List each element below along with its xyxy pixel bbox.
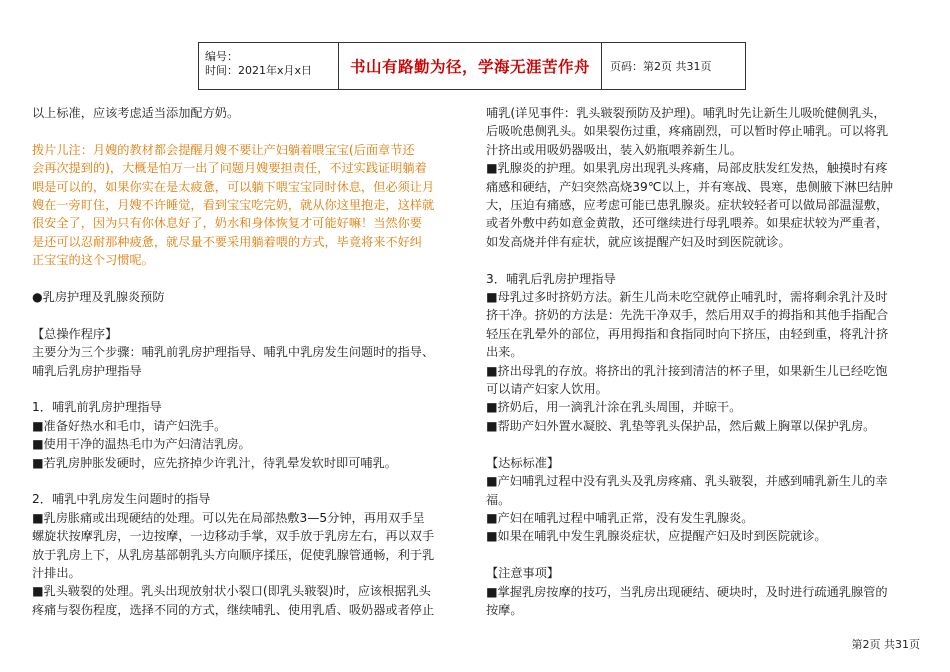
text-line: 汁挤出或用吸奶器吸出，装入奶瓶喂养新生儿。 (486, 142, 742, 157)
note-line: 喂是可以的，如果你实在是太疲惫，可以躺下喂宝宝同时休息，但必须让月 (32, 179, 435, 194)
text-line: 螺旋状按摩乳房，一边按摩，一边移动手掌，双手放于乳房左右，再以双手 (32, 529, 435, 544)
text-line: 疼痛与裂伤程度，选择不同的方式，继续哺乳、使用乳盾、吸奶器或者停止 (32, 602, 435, 617)
text-line: ■产妇哺乳过程中没有乳头及乳房疼痛、乳头皲裂，并感到哺乳新生儿的幸 (486, 474, 888, 489)
text-line: 可以请产妇家人饮用。 (486, 382, 608, 397)
text-line: ■掌握乳房按摩的技巧，当乳房出现硬结、硬块时，及时进行疏通乳腺管的 (486, 584, 888, 599)
text-line: ■准备好热水和毛巾，请产妇洗手。 (32, 418, 227, 433)
page-header (198, 42, 746, 90)
note-line: 拨片儿注：月嫂的教材都会提醒月嫂不要让产妇躺着喂宝宝(后面章节还 (32, 142, 415, 157)
text-line: ■乳头皲裂的处理。乳头出现放射状小裂口(即乳头皲裂)时，应该根据乳头 (32, 584, 431, 599)
text-line: 轻压在乳晕外的部位，再用拇指和食指同时向下挤压，由轻到重，将乳汁挤 (486, 326, 889, 341)
header-motto: 书山有路勤为径，学海无涯苦作舟 (339, 43, 602, 89)
text-line: 痛感和硬结，产妇突然高烧39℃以上，并有寒战、畏寒，患侧腋下淋巴结肿 (486, 179, 894, 194)
text-line: ■若乳房肿胀发硬时，应先挤掉少许乳汁，待乳晕发软时即可哺乳。 (32, 455, 397, 470)
procedure-title: 【总操作程序】 (32, 326, 118, 341)
text-line: 或者外敷中药如意金黄散，还可继续进行母乳喂养。如果症状较为严重者， (486, 216, 889, 231)
text-line: ■产妇在哺乳过程中哺乳正常，没有发生乳腺炎。 (486, 510, 754, 525)
note-line: 很安全了，因为只有你休息好了，奶水和身体恢复才可能好嘛！当然你要 (32, 216, 422, 231)
text-line: 出来。 (486, 345, 523, 360)
text-line: 放于乳房上下，从乳房基部朝乳头方向顺序揉压，促使乳腺管通畅，利于乳 (32, 547, 435, 562)
text-line: 挤干净。挤奶的方法是：先洗干净双手，然后用双手的拇指和其他手指配合 (486, 308, 889, 323)
text-line: ■帮助产妇外置水凝胶、乳垫等乳头保护品，然后戴上胸罩以保护乳房。 (486, 418, 876, 433)
text-line: 福。 (486, 492, 511, 507)
text-line: ■如果在哺乳中发生乳腺炎症状，应提醒产妇及时到医院就诊。 (486, 529, 827, 544)
text-line: ■挤奶后，用一滴乳汁涂在乳头周围，并晾干。 (486, 400, 742, 415)
note-line: 是还可以忍耐那种疲惫，就尽量不要采用躺着喂的方式，毕竟将来不好纠 (32, 234, 422, 249)
doc-number-label: 编号： (205, 50, 238, 63)
text-line: 后吸吮患侧乳头。如果裂伤过重，疼痛剧烈，可以暂时停止哺乳。可以将乳 (486, 124, 889, 139)
text-line: 按摩。 (486, 602, 523, 617)
right-column (486, 104, 926, 619)
step-title: 1．哺乳前乳房护理指导 (32, 400, 162, 415)
section-heading: ●乳房护理及乳腺炎预防 (32, 290, 165, 305)
paragraph: 以上标准，应该考虑适当添加配方奶。 (32, 106, 240, 120)
step-title: 3．哺乳后乳房护理指导 (486, 271, 616, 286)
header-meta (199, 43, 339, 89)
text-line: ■挤出母乳的存放。将挤出的乳汁接到清洁的杯子里，如果新生儿已经吃饱 (486, 363, 888, 378)
text-line: 汁排出。 (32, 566, 81, 581)
text-line: ■乳腺炎的护理。如果乳房出现乳头疼痛，局部皮肤发红发热，触摸时有疼 (486, 161, 888, 176)
note-line: 嫂在一旁盯住，月嫂不许睡觉，看到宝宝吃完奶，就从你这里抱走，这样就 (32, 198, 435, 213)
text-line: 哺乳(详见事件：乳头皲裂预防及护理)。哺乳时先让新生儿吸吮健侧乳头， (486, 106, 886, 120)
step-title: 2．哺乳中乳房发生问题时的指导 (32, 492, 211, 507)
page-footer: 第2页 共31页 (851, 638, 920, 651)
text-line: 大，压迫有痛感，应考虑可能已患乳腺炎。症状较轻者可以做局部温湿敷， (486, 198, 889, 213)
left-column (32, 104, 464, 619)
text-line: 如发高烧并伴有症状，就应该提醒产妇及时到医院就诊。 (486, 234, 791, 249)
text-line: ■使用干净的温热毛巾为产妇清洁乳房。 (32, 437, 251, 452)
standard-title: 【达标标准】 (486, 455, 560, 470)
text-line: ■母乳过多时挤奶方法。新生儿尚未吃空就停止哺乳时，需将剩余乳汁及时 (486, 290, 888, 305)
note-line: 正宝宝的这个习惯呢。 (32, 253, 154, 268)
notes-title: 【注意事项】 (486, 566, 560, 581)
header-page-label: 页码：第2页 共31页 (610, 60, 712, 73)
text-line: 哺乳后乳房护理指导 (32, 363, 142, 378)
text-line: ■乳房胀痛或出现硬结的处理。可以先在局部热敷3—5分钟，再用双手呈 (32, 510, 425, 525)
orange-note (32, 141, 464, 270)
text-line: 主要分为三个步骤：哺乳前乳房护理指导、哺乳中乳房发生问题时的指导、 (32, 345, 435, 360)
note-line: 会再次提到的)，大概是怕万一出了问题月嫂要担责任，不过实践证明躺着 (32, 161, 427, 176)
doc-time-label: 时间：2021年x月x日 (205, 64, 313, 77)
